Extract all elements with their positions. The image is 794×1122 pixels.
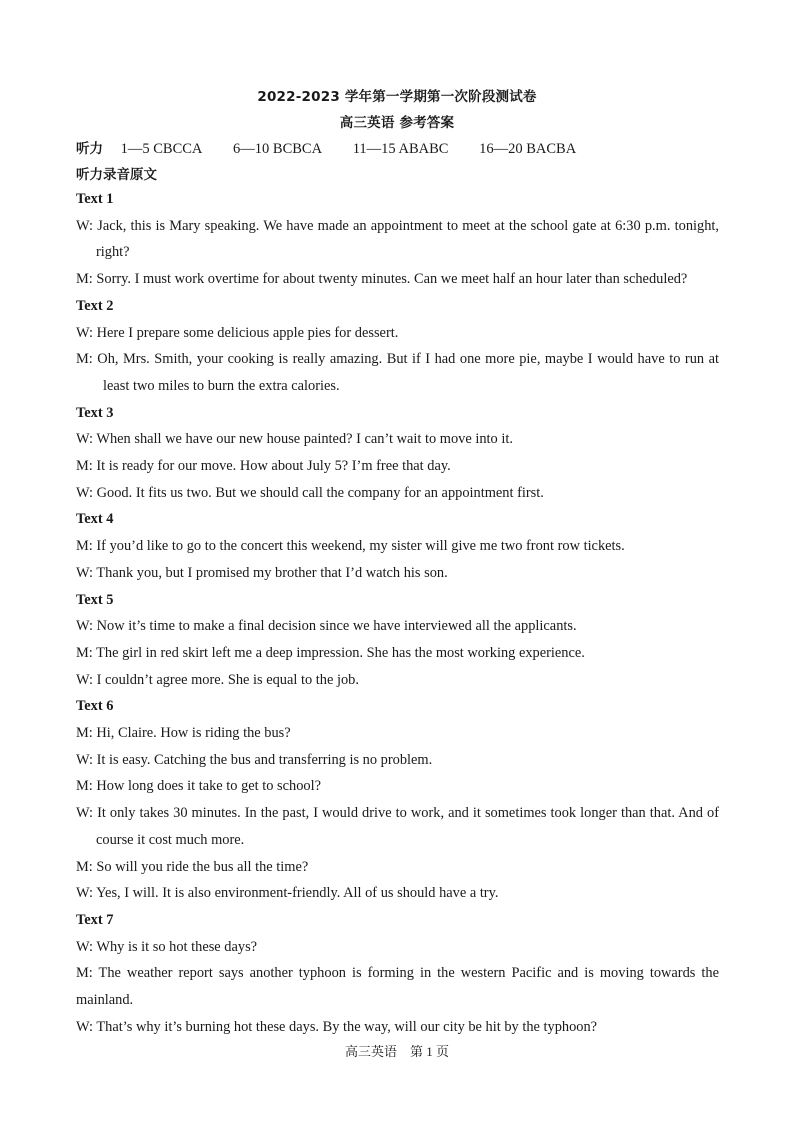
dialogue-line: W: Here I prepare some delicious apple pies for dessert. [76,324,399,341]
text-heading: Text 2 [76,297,114,314]
answer-key [76,137,603,158]
dialogue-line: W: Thank you, but I promised my brother that I’d watch his son. [76,564,448,581]
transcript-body [76,186,719,1041]
dialogue-line: W: That’s why it’s burning hot these days. By the way, will our city be hit by the typhoon? [76,1018,598,1035]
text-heading: Text 6 [76,698,114,715]
dialogue-line: W: It only takes 30 minutes. In the past, I would drive to work, and it sometimes took longer than that. And of course it cost much more. [76,805,719,848]
dialogue-line: W: Jack, this is Mary speaking. We have made an appointment to meet at the school gate at 6:30 p.m. tonight, right? [76,217,719,261]
text-heading: Text 7 [76,911,114,928]
page-subtitle: 高三英语 参考答案 [339,115,455,131]
dialogue-line: W: It is easy. Catching the bus and transferring is no problem. [76,751,433,768]
page-footer: 高三英语 第 1 页 [344,1044,449,1059]
dialogue-line: W: Yes, I will. It is also environment-friendly. All of us should have a try. [76,885,499,902]
dialogue-line: M: Oh, Mrs. Smith, your cooking is really amazing. But if I had one more pie, maybe I would have to run at least two miles to burn the extra calories. [76,351,719,394]
answer-group: 1—5 CBCCA [120,141,203,157]
text-heading: Text 3 [76,404,114,421]
answer-key-label: 听力 [76,141,103,157]
answer-group: 11—15 ABABC [352,141,449,157]
dialogue-line: M: The girl in red skirt left me a deep impression. She has the most working experience. [76,644,585,661]
dialogue-line: W: I couldn’t agree more. She is equal to the job. [76,671,359,688]
answer-group: 6—10 BCBCA [233,141,323,157]
dialogue-line: M: If you’d like to go to the concert this weekend, my sister will give me two front row tickets. [76,538,625,555]
dialogue-line: M: It is ready for our move. How about July 5? I’m free that day. [76,458,451,475]
dialogue-line: W: Good. It fits us two. But we should call the company for an appointment first. [76,484,544,501]
text-heading: Text 4 [76,511,114,528]
answer-group: 16—20 BACBA [479,141,577,157]
dialogue-line: W: When shall we have our new house painted? I can’t wait to move into it. [76,431,513,448]
page-title: 2022-2023 学年第一学期第一次阶段测试卷 [257,89,537,105]
dialogue-line: M: Sorry. I must work overtime for about twenty minutes. Can we meet half an hour later than scheduled? [76,271,688,288]
transcript-section-label: 听力录音原文 [76,167,157,183]
dialogue-line: M: So will you ride the bus all the time? [76,858,309,875]
dialogue-line: W: Now it’s time to make a final decision since we have interviewed all the applicants. [76,618,577,635]
dialogue-line: W: Why is it so hot these days? [76,938,258,955]
dialogue-line: M: The weather report says another typhoon is forming in the western Pacific and is moving towards the mainland. [76,965,719,1009]
text-heading: Text 5 [76,591,114,608]
dialogue-line: M: Hi, Claire. How is riding the bus? [76,725,291,742]
dialogue-line: M: How long does it take to get to school? [76,778,322,795]
text-heading: Text 1 [76,191,114,207]
